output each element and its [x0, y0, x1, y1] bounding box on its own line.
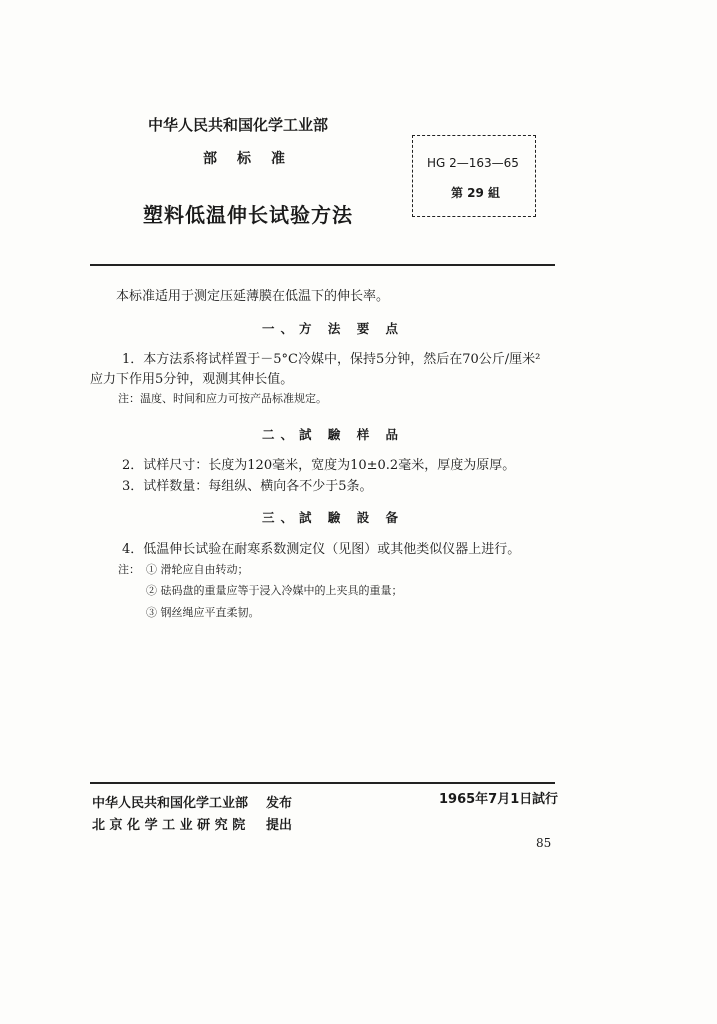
- section-heading-1: 一、方 法 要 点: [262, 321, 405, 336]
- header-divider: [90, 264, 555, 266]
- paragraph-3: 3．试样数量：每组纵、横向各不少于5条。: [122, 479, 373, 494]
- section-3-note-1: ① 滑轮应自由转动；: [146, 563, 249, 576]
- ministry-name: 中华人民共和国化学工业部: [148, 116, 329, 134]
- document-title: 塑料低温伸长试验方法: [143, 203, 353, 227]
- page-number: 85: [536, 836, 552, 850]
- section-heading-3: 三、試 驗 設 备: [262, 510, 405, 525]
- proposer-name: 北 京 化 学 工 业 研 究 院: [92, 818, 246, 833]
- standard-code: HG 2—163—65: [427, 156, 519, 170]
- section-3-note-3: ③ 钢丝绳应平直柔韧。: [146, 606, 260, 619]
- trial-label: 試行: [532, 792, 559, 807]
- propose-label: 提出: [266, 818, 293, 833]
- paragraph-1-line-2: 应力下作用5分钟，观测其伸长值。: [90, 372, 294, 387]
- publish-label: 发布: [266, 796, 293, 811]
- effective-date: 1965年7月1日: [439, 792, 533, 807]
- paragraph-1-line-1: 1．本方法系将试样置于－5°C冷媒中，保持5分钟，然后在70公斤/厘米²: [122, 352, 541, 367]
- group-number: 第 29 組: [451, 186, 501, 200]
- standard-code-box: [412, 135, 536, 217]
- section-3-note-2: ② 砝码盘的重量应等于浸入冷媒中的上夹具的重量；: [146, 584, 403, 597]
- department-standard-label: 部标准: [203, 151, 305, 167]
- section-heading-2: 二、試 驗 样 品: [262, 427, 405, 442]
- section-3-note-label: 注：: [118, 563, 140, 576]
- publisher-name: 中华人民共和国化学工业部: [92, 796, 249, 811]
- paragraph-4: 4．低温伸长试验在耐寒系数测定仪（见图）或其他类似仪器上进行。: [122, 542, 521, 557]
- footer-divider: [90, 782, 555, 784]
- section-1-note: 注：温度、时间和应力可按产品标准规定。: [118, 392, 327, 405]
- paragraph-2: 2．试样尺寸：长度为120毫米，宽度为10±0.2毫米，厚度为原厚。: [122, 458, 516, 473]
- intro-paragraph: 本标准适用于测定压延薄膜在低温下的伸长率。: [116, 289, 390, 304]
